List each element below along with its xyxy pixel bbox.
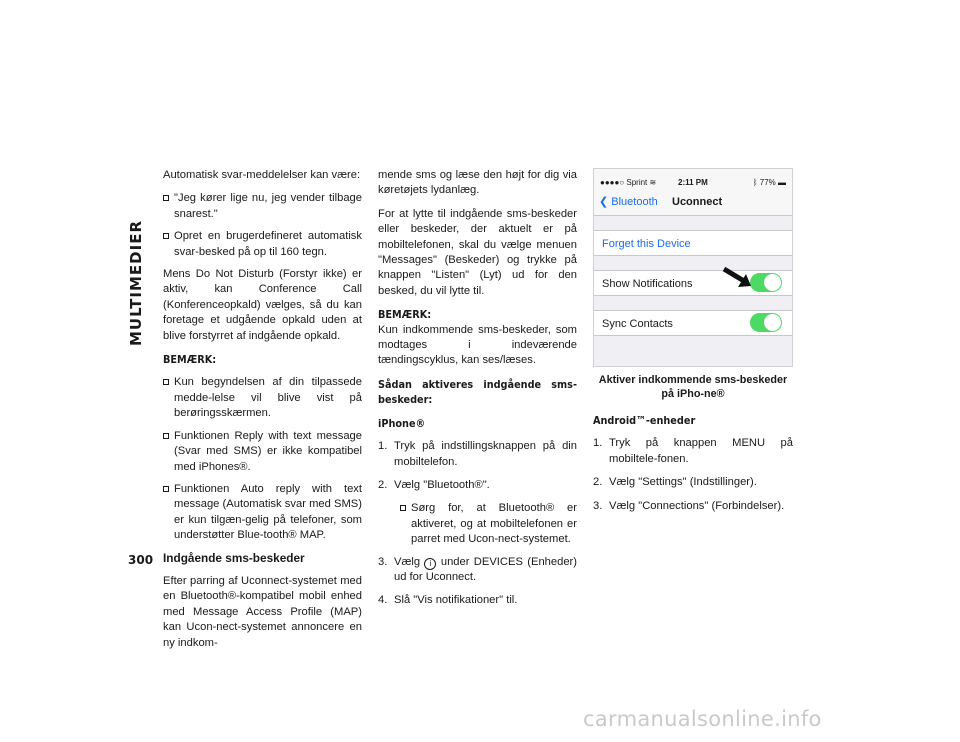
nav-title: Uconnect (672, 196, 723, 208)
arrow-icon (722, 267, 752, 287)
status-bar: ●●●●○ Sprint ≋ 2:11 PM ᛒ 77% ▬ (594, 169, 792, 189)
column-2 (378, 168, 577, 617)
subheading: Sådan aktiveres indgående sms-beskeder: (378, 377, 577, 407)
list-item: 1. Tryk på knappen MENU på mobiltele-fonen. (593, 437, 793, 465)
paragraph: For at lytte til indgående sms-beskeder eller beskeder, der aktuelt er på mobiltelefonen, skal du vælge menuen "Messages" (Beskeder) og trykke på knappen "Listen" (Lyt) ud for den besked, du vil lytte til. (378, 207, 577, 297)
phone-screenshot (593, 168, 793, 367)
list-item: Opret en brugerdefineret automatisk svar-besked på op til 160 tegn. (163, 229, 362, 260)
list-item: Kun begyndelsen af din tilpassede medde-lelse vil blive vist på berøringsskærmen. (163, 375, 362, 421)
watermark: carmanualsonline.info (583, 707, 822, 731)
sync-contacts-toggle[interactable] (750, 313, 782, 332)
list-item: Sørg for, at Bluetooth® er aktiveret, og at mobiltelefonen er parret med Ucon-nect-systemet. (400, 501, 577, 547)
paragraph: Efter parring af Uconnect-systemet med en Bluetooth®-kompatibel mobil enhed med Message Access Profile (MAP) kan Ucon-nect-systemet annoncere en ny indkom- (163, 574, 362, 649)
figure-caption: Aktiver indkommende sms-beskeder på iPho-ne® (598, 374, 788, 400)
section-side-tab: MULTIMEDIER (127, 220, 145, 346)
column-3 (593, 168, 793, 522)
list-item: 2. Vælg "Bluetooth®". (378, 478, 490, 491)
note-label: BEMÆRK: (378, 308, 432, 322)
wifi-icon: ≋ (649, 178, 657, 187)
show-notifications-toggle[interactable] (750, 273, 782, 292)
note-label: BEMÆRK: (163, 353, 217, 367)
list-item: "Jeg kører lige nu, jeg vender tilbage snarest." (163, 191, 362, 222)
subheading: iPhone® (378, 416, 426, 430)
show-notifications-row: Show Notifications (594, 270, 792, 296)
section-title: Indgående sms-beskeder (163, 550, 305, 565)
subheading: Android™-enheder (593, 414, 696, 427)
nav-bar (594, 189, 792, 216)
list-item: 3. Vælg i under DEVICES (Enheder) ud for Uconnect. (378, 555, 578, 583)
bluetooth-icon: ᛒ (752, 178, 758, 187)
paragraph: Mens Do Not Disturb (Forstyr ikke) er aktiv, kan Conference Call (Konferenceopkald) vælges, så du kan foretage et udgående opkald uden at blive forstyrret af indgående opkald. (163, 268, 362, 342)
battery-icon: ▬ (778, 178, 786, 187)
note-text: Kun indkommende sms-beskeder, som modtages i indeværende tændingscyklus, kan ses/læses. (378, 323, 577, 367)
list-item: Funktionen Auto reply with text message (Automatisk svar med SMS) er kun tilgæn-gelig på telefoner, som understøtter Blue-tooth® MAP. (163, 482, 362, 544)
page-number: 300 (128, 553, 154, 567)
list-item: Funktionen Reply with text message (Svar med SMS) er ikke kompatibel med iPhones®. (163, 429, 362, 475)
column-1 (163, 168, 362, 659)
sync-contacts-row: Sync Contacts (594, 310, 792, 336)
info-icon: i (424, 558, 436, 570)
list-item: 2. Vælg "Settings" (Indstillinger). (593, 476, 757, 489)
list-item: 4. Slå "Vis notifikationer" til. (378, 594, 518, 607)
back-button[interactable]: ❮ Bluetooth (599, 196, 658, 208)
forget-device-row[interactable]: Forget this Device (594, 230, 792, 256)
intro-text: Automatisk svar-meddelelser kan være: (163, 169, 361, 181)
list-item: 1. Tryk på indstillingsknappen på din mobiltelefon. (378, 440, 577, 468)
paragraph: mende sms og læse den højt for dig via køretøjets lydanlæg. (378, 169, 577, 197)
chevron-left-icon: ❮ (599, 196, 609, 208)
list-item: 3. Vælg "Connections" (Forbindelser). (593, 499, 785, 512)
